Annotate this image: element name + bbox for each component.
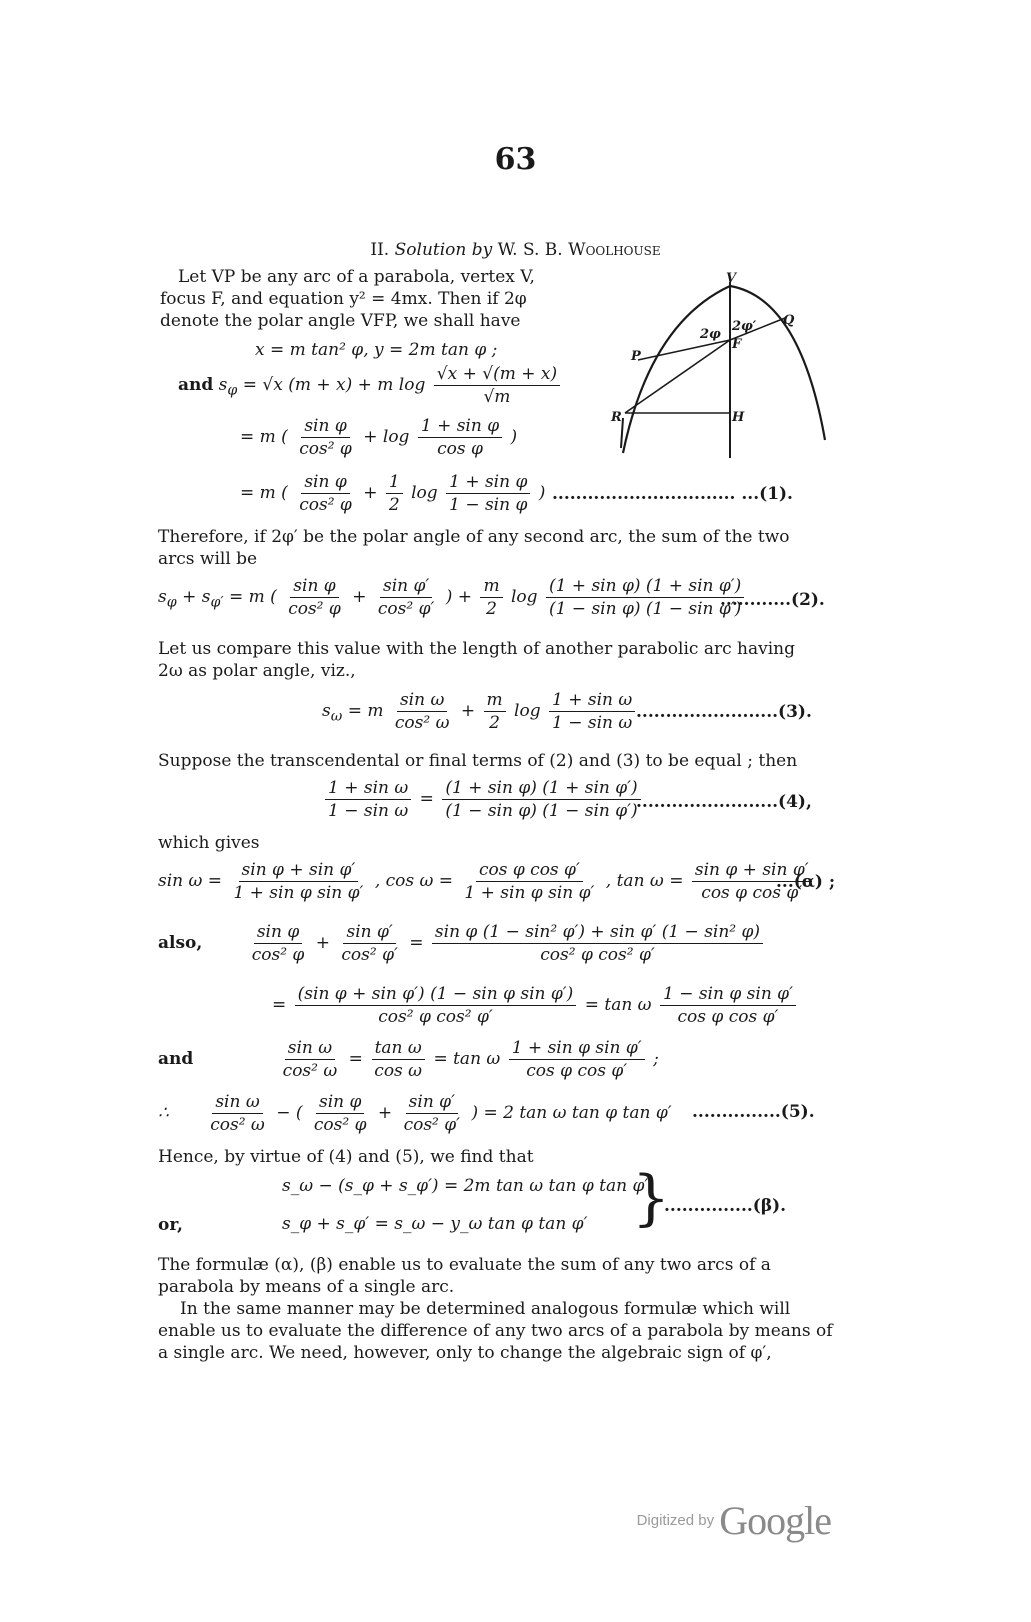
label-f: F [732, 337, 742, 352]
label-q: Q [783, 313, 795, 328]
para3-line-2: 2ω as polar angle, viz., [158, 661, 356, 681]
eq4-f1n: 1 + sin ω [325, 778, 411, 800]
eq-s3-tail: ) [538, 483, 546, 503]
eq5-m: − ( [276, 1103, 303, 1123]
eq3-frac2 [484, 690, 506, 733]
s-log-fraction [434, 364, 560, 407]
eq-s2-frac2 [418, 416, 502, 459]
eq3-f2n: m [484, 690, 506, 712]
and-word: and [178, 375, 214, 395]
eq-s3-f3n: 1 + sin φ [446, 472, 530, 494]
equation-s-phi-2 [240, 416, 517, 459]
eqa-l1: sin ω = [158, 871, 223, 891]
eq5-p: + [377, 1103, 393, 1123]
equation-2 [158, 576, 747, 619]
eq-s2-frac1 [296, 416, 355, 459]
digitized-watermark [637, 1497, 831, 1544]
eq5-f2d: cos² φ [313, 1115, 367, 1135]
eq-s3-frac1 [296, 472, 355, 515]
and-tail: ; [653, 1049, 659, 1069]
eq4-f2n: (1 + sin φ) (1 + sin φ′) [442, 778, 640, 800]
also2-frac1 [295, 984, 577, 1027]
eq3-f1n: sin ω [397, 690, 447, 712]
eqa-f3n: sin φ + sin φ′ [692, 860, 812, 882]
para6: Hence, by virtue of (4) and (5), we find that [158, 1147, 534, 1167]
para2-line-2: arcs will be [158, 549, 258, 569]
and-eq: = [348, 1049, 363, 1069]
eqa-f2n: cos φ cos φ′ [476, 860, 583, 882]
equation-number-beta: ...............(β). [664, 1196, 787, 1216]
para2-line-1: Therefore, if 2φ′ be the polar angle of any second arc, the sum of the two [158, 527, 790, 547]
eq-s2-f2n: 1 + sin φ [418, 416, 502, 438]
eq2-f4n: (1 + sin φ) (1 + sin φ′) [546, 576, 744, 598]
eq3-f3n: 1 + sin ω [549, 690, 635, 712]
eq4-f2d: (1 − sin φ) (1 − sin φ′) [445, 801, 638, 821]
equation-number-4: ........................(4), [636, 792, 812, 812]
also-f3d: cos² φ cos² φ′ [540, 945, 655, 965]
also2-f2d: cos φ cos φ′ [677, 1007, 779, 1027]
eq-s3-lead: = m ( [240, 483, 288, 503]
eq3-sub: ω [330, 708, 343, 725]
eq-s3-log: log [411, 483, 438, 503]
eq2-f1d: cos² φ [288, 599, 341, 619]
eq5-f3n: sin φ′ [406, 1092, 458, 1114]
also-eq: = [409, 933, 424, 953]
label-angle2: 2φ′ [732, 319, 757, 334]
eq5-frac1 [207, 1092, 268, 1135]
eq3-p: + [460, 701, 476, 721]
eq2-f2d: cos² φ′ [377, 599, 435, 619]
eq-s3-mid: + [363, 483, 378, 503]
eq2-plus: + s [182, 587, 211, 607]
para7-line-2: parabola by means of a single arc. [158, 1277, 455, 1297]
para5: which gives [158, 833, 260, 853]
equation-xy: x = m tan² φ, y = 2m tan φ ; [255, 340, 498, 360]
eq2-f3n: m [480, 576, 502, 598]
equation-beta-2: s_φ + s_φ′ = s_ω − y_ω tan φ tan φ′ [282, 1214, 588, 1234]
intro-line-3: denote the polar angle VFP, we shall have [160, 311, 521, 331]
eq3-frac1 [392, 690, 453, 733]
also-f2n: sin φ′ [343, 922, 395, 944]
and-word-2: and [158, 1049, 194, 1069]
also-f3n: sin φ (1 − sin² φ′) + sin φ′ (1 − sin² φ) [432, 922, 763, 944]
eq-s2-tail: ) [510, 427, 518, 447]
also-frac2 [338, 922, 400, 965]
eq-s3-f1n: sin φ [301, 472, 349, 494]
and-f1d: cos² ω [282, 1061, 338, 1081]
eq3-eqm: = m [347, 701, 384, 721]
equation-also-2 [272, 984, 799, 1027]
eq3-f1d: cos² ω [394, 713, 450, 733]
s-symbol: s [218, 375, 228, 395]
eqa-f1n: sin φ + sin φ′ [239, 860, 359, 882]
parabola-figure [605, 268, 835, 463]
eq2-f4d: (1 − sin φ) (1 − sin φ′) [548, 599, 742, 619]
equation-alpha [158, 860, 815, 903]
eq2-f3d: 2 [486, 599, 497, 619]
eq5-f1d: cos² ω [210, 1115, 265, 1135]
eqa-f1d: 1 + sin φ sin φ′ [233, 883, 364, 903]
also2-f1d: cos² φ cos² φ′ [378, 1007, 493, 1027]
eqa-f3d: cos φ cos φ′ [701, 883, 803, 903]
beta-brace: } [632, 1163, 671, 1233]
eqa-l2: , cos ω = [374, 871, 454, 891]
heading-number: II. [370, 240, 390, 260]
therefore-symbol: ∴ [158, 1103, 169, 1123]
eq2-lhs: s [158, 587, 167, 607]
eq-s3-f3d: 1 − sin φ [449, 495, 528, 515]
para7-line-5: a single arc. We need, however, only to change the algebraic sign of φ′, [158, 1343, 772, 1363]
s-log-num: √x + √(m + x) [434, 364, 560, 386]
label-h: H [732, 410, 745, 425]
also2-f1n: (sin φ + sin φ′) (1 − sin φ sin φ′) [295, 984, 577, 1006]
eq-s3-frac2 [386, 472, 403, 515]
s-first: = √x (m + x) + m log [242, 375, 426, 395]
page-number: 63 [494, 142, 537, 177]
equation-3 [322, 690, 638, 733]
and-f1n: sin ω [285, 1038, 335, 1060]
eq2-sub1: φ [166, 594, 177, 611]
eq4-frac2 [442, 778, 640, 821]
eq5-frac2 [311, 1092, 370, 1135]
eq2-frac4 [546, 576, 744, 619]
equation-number-5: ...............(5). [692, 1102, 815, 1122]
eq-s2-lead: = m ( [240, 427, 288, 447]
para7-line-1: The formulæ (α), (β) enable us to evaluate the sum of any two arcs of a [158, 1255, 771, 1275]
heading-phrase: Solution by [394, 240, 493, 260]
watermark-small: Digitized by [636, 1512, 715, 1529]
also-frac3 [432, 922, 763, 965]
eqa-frac1 [230, 860, 366, 903]
eq2-frac2 [375, 576, 437, 619]
section-heading [0, 240, 1031, 260]
and-f3d: cos φ cos φ′ [526, 1061, 628, 1081]
para7-line-4: enable us to evaluate the difference of any two arcs of a parabola by means of [158, 1321, 833, 1341]
or-word: or, [158, 1215, 183, 1235]
heading-author: W. S. B. Woolhouse [497, 240, 661, 260]
eq-s3-f2n: 1 [386, 472, 403, 494]
equation-s-phi-3 [240, 472, 545, 515]
also-f2d: cos² φ′ [341, 945, 398, 965]
equation-5 [158, 1092, 672, 1135]
eq4-f1d: 1 − sin ω [328, 801, 409, 821]
eq-s2-mid: + log [363, 427, 410, 447]
also2-f2n: 1 − sin φ sin φ′ [660, 984, 796, 1006]
s-sub: φ [227, 382, 238, 399]
also2-eq: = [272, 995, 287, 1015]
equation-beta-1: s_ω − (s_φ + s_φ′) = 2m tan ω tan φ tan φ′ [282, 1176, 649, 1196]
eq-s2-f1d: cos² φ [299, 439, 352, 459]
eq-s3-f2d: 2 [388, 495, 400, 515]
also-f1d: cos² φ [251, 945, 305, 965]
and-f2d: cos ω [374, 1061, 423, 1081]
and-f3n: 1 + sin φ sin φ′ [509, 1038, 645, 1060]
label-v: V [726, 271, 737, 286]
and-frac2 [371, 1038, 425, 1081]
eq3-frac3 [549, 690, 635, 733]
eq3-lhs: s [322, 701, 331, 721]
eq3-log: log [514, 701, 541, 721]
label-r: R [611, 410, 622, 425]
also-f1n: sin φ [254, 922, 302, 944]
equation-number-1: ............................... ...(1). [552, 484, 793, 504]
equation-and [158, 1038, 659, 1081]
para7-line-3: In the same manner may be determined analogous formulæ which will [180, 1299, 791, 1319]
eq2-sub2: φ′ [210, 594, 224, 611]
eqa-l3: , tan ω = [605, 871, 684, 891]
also2-frac2 [660, 984, 796, 1027]
eq5-f2n: sin φ [316, 1092, 364, 1114]
eq-s3-f1d: cos² φ [299, 495, 352, 515]
eq2-eqm: = m ( [228, 587, 277, 607]
eq2-f1n: sin φ [290, 576, 338, 598]
intro-line-1: Let VP be any arc of a parabola, vertex V, [178, 267, 535, 287]
also-word: also, [158, 933, 203, 953]
eq-s3-frac3 [446, 472, 530, 515]
eq5-f1n: sin ω [212, 1092, 262, 1114]
eq2-p: + [352, 587, 367, 607]
and-f2n: tan ω [372, 1038, 425, 1060]
intro-line-2: focus F, and equation y² = 4mx. Then if 2φ [160, 289, 527, 309]
and-frac1 [280, 1038, 341, 1081]
eq3-f2d: 2 [489, 713, 500, 733]
equation-number-3: ........................(3). [636, 702, 812, 722]
also2-mid: = tan ω [584, 995, 652, 1015]
also-p: + [315, 933, 330, 953]
eq5-rhs: ) = 2 tan ω tan φ tan φ′ [471, 1103, 672, 1123]
para4: Suppose the transcendental or final terms of (2) and (3) to be equal ; then [158, 751, 798, 771]
equation-4 [322, 778, 644, 821]
eqa-f2d: 1 + sin φ sin φ′ [464, 883, 595, 903]
label-angle1: 2φ [700, 327, 721, 342]
also-frac1 [249, 922, 308, 965]
eq3-f3d: 1 − sin ω [552, 713, 633, 733]
eqa-frac2 [461, 860, 597, 903]
eq2-close: ) + [445, 587, 473, 607]
eq5-f3d: cos² φ′ [403, 1115, 461, 1135]
eq2-log: log [510, 587, 538, 607]
equation-also [158, 922, 766, 965]
eq2-frac1 [285, 576, 344, 619]
watermark-google: Google [719, 1498, 831, 1543]
eq-s2-f2d: cos φ [437, 439, 483, 459]
equation-number-alpha: ...(α) ; [776, 872, 836, 892]
eq5-frac3 [401, 1092, 463, 1135]
eq4-eq: = [419, 789, 434, 809]
eq4-frac1 [325, 778, 411, 821]
eq2-frac3 [480, 576, 502, 619]
parabola-curve [623, 286, 825, 453]
equation-s-phi [178, 364, 563, 407]
eq2-f2n: sin φ′ [380, 576, 432, 598]
label-p: P [631, 349, 641, 364]
para3-line-1: Let us compare this value with the length of another parabolic arc having [158, 639, 795, 659]
eq-s2-f1n: sin φ [301, 416, 349, 438]
and-frac3 [509, 1038, 645, 1081]
s-log-den: √m [483, 387, 511, 407]
equation-number-2: ............(2). [720, 590, 825, 610]
and-mid: = tan ω [433, 1049, 501, 1069]
